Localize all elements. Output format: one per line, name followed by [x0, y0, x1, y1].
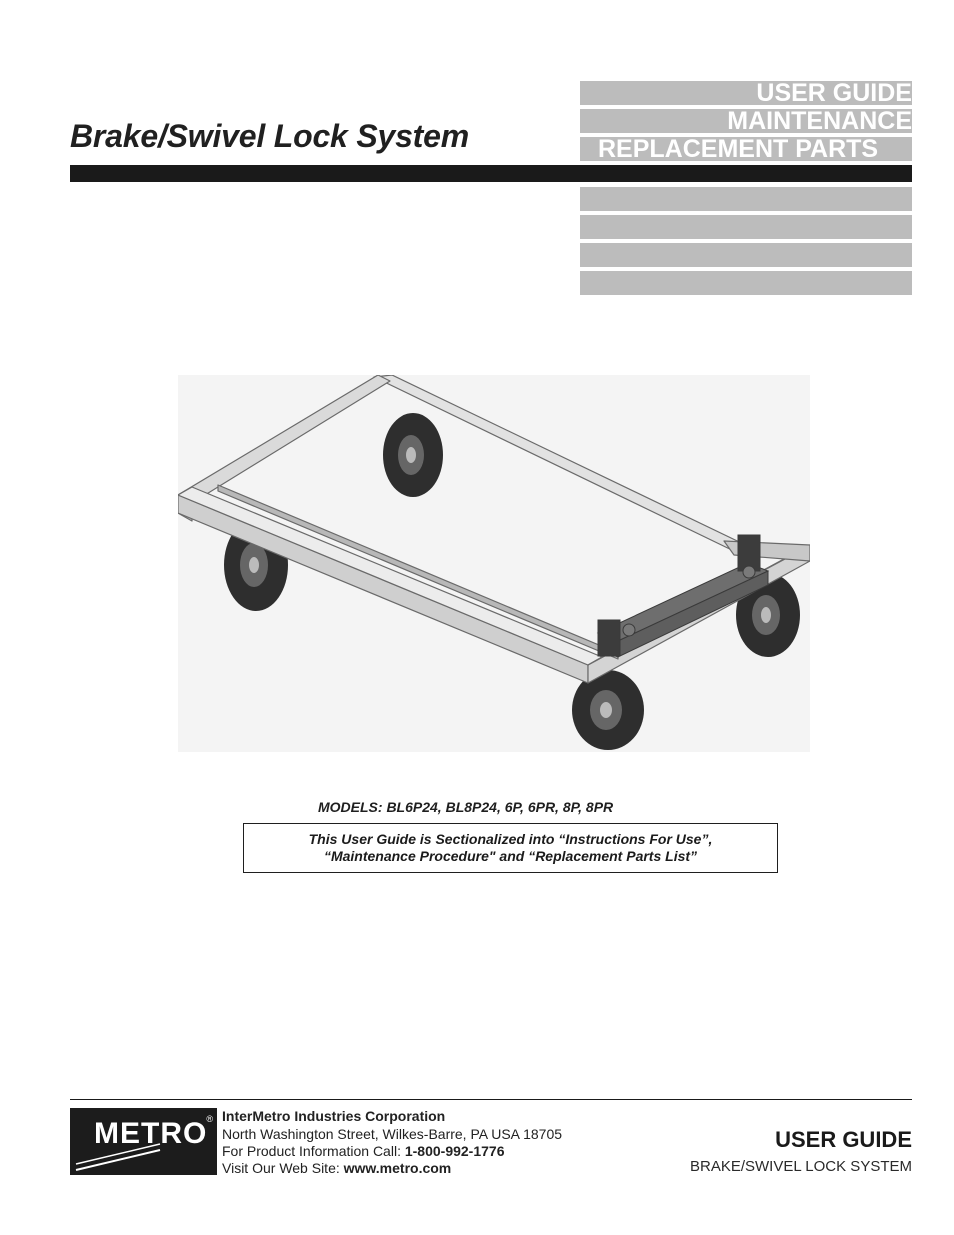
- footer-guide-title: USER GUIDE: [775, 1127, 912, 1152]
- section-bar-user-guide: USER GUIDE: [580, 81, 912, 105]
- phone-label: For Product Information Call:: [222, 1143, 405, 1159]
- section-bar-blank: [580, 271, 912, 295]
- registered-mark: ®: [206, 1114, 213, 1124]
- footer-guide-subtitle: BRAKE/SWIVEL LOCK SYSTEM: [689, 1158, 912, 1175]
- front-wheel: [572, 670, 644, 750]
- company-address: North Washington Street, Wilkes-Barre, PA USA 18705: [222, 1126, 563, 1142]
- section-bar-blank: [580, 215, 912, 239]
- footer-rule: [70, 1099, 912, 1100]
- section-bar-blank: [580, 187, 912, 211]
- models-list: MODELS: BL6P24, BL8P24, 6P, 6PR, 8P, 8PR: [318, 799, 614, 815]
- product-illustration: [178, 375, 810, 752]
- title-rule: [70, 165, 912, 182]
- note-line-2: “Maintenance Procedure" and “Replacement Parts List”: [323, 848, 698, 864]
- note-line-1: This User Guide is Sectionalized into “Instructions For Use”,: [308, 831, 713, 847]
- website-line: [222, 1160, 451, 1176]
- company-name: InterMetro Industries Corporation: [222, 1108, 446, 1124]
- phone-number[interactable]: 1-800-992-1776: [404, 1143, 505, 1159]
- section-bar-blank: [580, 243, 912, 267]
- frame: [178, 375, 810, 683]
- section-bar-replacement-parts: REPLACEMENT PARTS: [580, 137, 912, 161]
- section-note-box: [243, 823, 778, 873]
- website-label: Visit Our Web Site:: [222, 1160, 344, 1176]
- page-title: Brake/Swivel Lock System: [70, 118, 469, 154]
- phone-line: [222, 1143, 505, 1159]
- section-bar-maintenance: MAINTENANCE: [580, 109, 912, 133]
- logo-wordmark: METRO: [94, 1117, 208, 1150]
- website-link[interactable]: www.metro.com: [343, 1160, 452, 1176]
- back-wheel: [383, 413, 443, 497]
- metro-logo: [70, 1108, 217, 1175]
